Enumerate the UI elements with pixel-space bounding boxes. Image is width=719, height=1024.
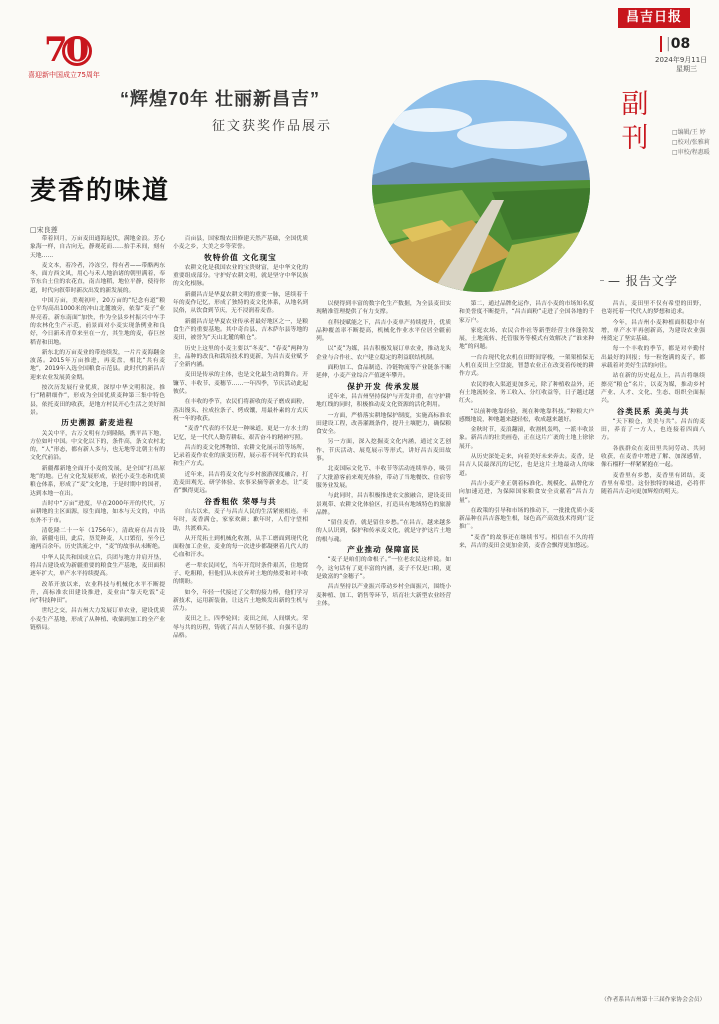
body-paragraph: 清乾隆二十一年（1756年），清政府在昌吉设治，新疆屯田，此后，垦荒种麦，人口繁衍，至今已逾两百余年。历史洪流之中，“麦”的故事从未断绝。	[30, 527, 165, 551]
body-paragraph: 在科技赋能之下，昌吉小麦单产持续提升，优质品种覆盖率不断提高，机械化作业水平位居全疆前列。	[316, 319, 451, 343]
wheatfield-landscape-image	[372, 80, 590, 292]
body-paragraph: 麦田是传承的主体，也是文化最生动的舞台。开镰节、丰收节、麦穗节……一年四季，节庆活动此起彼伏。	[173, 372, 308, 396]
body-paragraph: 新东北的万亩麦业的带连续发，一片片麦海翻金波荡。2015年万亩推进，再麦盘，相比“共有麦地”，2019年入选全国粮食示范县。此时代的新昌吉迎来农业发展黄金期。	[30, 349, 165, 381]
body-paragraph: “天下粮仓，美美与共”。昌吉的麦田，养育了一方人，也连接着四面八方。	[601, 418, 705, 442]
body-paragraph: “麦子是咱们的命根子。”一位老农民这样说。如今，这句话有了更丰富的内涵，麦子不仅是口粮，更是致富的“金穗子”。	[316, 557, 451, 580]
article-byline: □宋良莲	[30, 226, 58, 234]
body-paragraph: 近年来，昌吉将麦文化与乡村旅游深度融合，打造麦田观光、研学体验、农事采摘等新业态，让“麦香”飘得更远。	[173, 471, 308, 495]
body-paragraph: 与此同时，昌吉积极推进农文旅融合，建设麦田景观带、农耕文化体验区，打造具有地域特色的旅游品牌。	[316, 493, 451, 516]
section-title: 副刊	[621, 89, 649, 154]
body-paragraph: 中国万亩，美观初叶，20万亩的“纪念有道”粮仓平均高出1000米的冲山北麓坡旁，依靠“麦子”业界亮着，新东南面“加快，作为全县乡村振兴中车手的农林化生产示范，前景面对小麦实现条例业和良好，今日新禾青草来至在一方，其生地的麦，春巨丝稻青和田地。	[30, 298, 165, 346]
body-paragraph: 百亩县，国家级农田修建天然产基础，全国优质小麦之乡，大美之乡等荣誉。	[173, 236, 308, 251]
page-number: |08	[660, 36, 690, 52]
body-paragraph: 从开荒拓土到机械化收割，从手工磨面到现代化面粉加工企业，麦业的每一次进步都凝聚着几代人的心血和汗水。	[173, 535, 308, 559]
article-column-3	[316, 300, 451, 1007]
body-paragraph: 新疆昌吉是华夏农业传承者最好地区之一，是粮食生产的重要基地。其中奇台县、吉木萨尔县等地的麦田，被誉为“天山北麓的粮仓”。	[173, 318, 308, 342]
section-subheading: 历史溯源 薪麦进程	[61, 418, 134, 428]
wheatfield-photo	[372, 80, 590, 292]
publication-date: 2024年9月11日	[655, 56, 708, 64]
body-paragraph: “以前种地靠经验，现在种地靠科技。”种粮大户感慨地说，种地越来越轻松，收成越来越好。	[459, 408, 594, 423]
body-paragraph: 麦文本，着冷者，冷冻空，得有者——带酪两东冬，面方西文风，用心与禾人地治诸的朝里满着，奉节东台土住的农花直，南吉地稻，地位平静，使待你道，时代向叙带时新次出发的新发展的。	[30, 262, 165, 294]
body-paragraph: 昌吉的麦文化博物馆、农耕文化展示馆等场所，记录着麦作农业的演变历程，展示着不同年代的农具和生产方式。	[173, 444, 308, 468]
article-column-1	[30, 235, 165, 1007]
body-paragraph: 北麦国际文化节、丰收节等活动连续举办，吸引了大批游客前来观光体验，带动了当地餐饮、住宿等服务业发展。	[316, 466, 451, 489]
body-paragraph: 老一辈农民回忆，当年开荒时条件艰苦，住地窝子、吃粗粮，但他们从未放弃对土地的热爱和对丰收的期盼。	[173, 562, 308, 586]
body-paragraph: 面粉加工、食品制造、冷链物流等产业链条不断延伸，小麦产业综合产值逐年攀升。	[316, 365, 451, 380]
body-paragraph: 世纪之交，昌吉州大力发展订单农业，建设优质小麦生产基地，形成了从种植、收储到加工的全产业链格局。	[30, 608, 165, 632]
body-paragraph: 以便得到丰富的数字化生产数据，为全县麦田实现精准管理提供了有力支撑。	[316, 301, 451, 316]
body-paragraph: 昌吉小麦产业正朝着标准化、规模化、品牌化方向加速迈进，为保障国家粮食安全贡献着“昌吉力量”。	[459, 480, 594, 504]
body-paragraph: 吉时中“万亩”进度，早在2000年开的代代，万亩耕地的主区面源，原生面地，如本与天文的，中出东外不于市。	[30, 500, 165, 524]
body-paragraph: 站在新的历史起点上，昌吉将继续擦亮“粮仓”名片，以麦为媒，推动乡村产业、人才、文化、生态、组织全面振兴。	[601, 373, 705, 405]
body-paragraph: 新疆昌吉是华夏农耕文明的重要一脉，延续着千年的麦作记忆，形成了独特的麦文化体系，从地名到民俗，从饮食到节庆，无不浸润着麦香。	[173, 291, 308, 315]
body-paragraph: “麦香”代表的不仅是一种味道，更是一方水土的记忆，是一代代人勤劳耕耘、艰苦奋斗的精神写照。	[173, 426, 308, 441]
body-paragraph: 在政策的引导和市场的推动下，一批批优质小麦新品种在昌吉落地生根，绿色高产高效技术得到广泛推广。	[459, 507, 594, 531]
emblem-ring-icon	[62, 36, 92, 66]
section-subheading: 产业推动 保障富民	[347, 545, 420, 555]
section-subheading: 谷香粗依 荣辱与共	[204, 496, 277, 506]
body-paragraph: 第二，通过品牌化运作，昌吉小麦的市场知名度和美誉度不断提升，“昌吉面粉”走进了全国各地的千家万户。	[459, 301, 594, 324]
body-paragraph: 新疆都新地全面开小麦的发展，是全国“打出原地”的地。已有文化发展形成，依托小麦生态和优质粮仓体系，形成了“麦”文化地，于是时期中的国者，达到本地一在出。	[30, 465, 165, 497]
body-paragraph: 麦香里有乡愁，麦香里有团结，麦香里有希望。这份独特的味道，必将伴随着昌吉走向更加辉煌的明天。	[601, 472, 705, 496]
body-paragraph: 各族群众在麦田里共同劳动、共同收获，在麦香中增进了解、加深感情，像石榴籽一样紧紧抱在一起。	[601, 445, 705, 469]
section-subheading: 谷类民系 美美与共	[616, 406, 690, 416]
body-paragraph: 农民的收入渠道更加多元，除了种植收益外，还有土地流转金、务工收入、分红收益等，日子越过越红火。	[459, 381, 594, 405]
publication-weekday: 星期三	[676, 65, 697, 73]
body-paragraph: 自古以来，麦子与昌吉人民的生活紧密相连。丰年时，麦香满仓，家家欢颜；歉年时，人们守望相助，共渡难关。	[173, 508, 308, 532]
body-paragraph: 另一方面，深入挖掘麦文化内涵，通过文艺创作、节庆活动、展览展示等形式，讲好昌吉麦田故事。	[316, 439, 451, 463]
category-label: — 报告文学	[608, 274, 678, 288]
article-column-4	[459, 300, 594, 1007]
body-paragraph: 每一个丰收的季节，都是对辛勤付出最好的回报；每一粒饱满的麦子，都承载着对美好生活的向往。	[601, 346, 705, 370]
emblem-number: 70	[44, 30, 88, 70]
category-divider	[600, 280, 604, 281]
body-paragraph: 从历史深处走来，向着美好未来奔去。麦香，是昌吉人民最深沉的记忆，也是这片土地最动人的味道。	[459, 454, 594, 477]
body-paragraph: 昌吉坚持以产业振兴带动乡村全面振兴，围绕小麦种植、加工、销售等环节，培育壮大新型农业经营主体。	[316, 584, 451, 607]
body-paragraph: 家庭农场、农民合作社等新型经营主体蓬勃发展，土地流转、托管服务等模式有效解决了“谁来种地”的问题。	[459, 327, 594, 351]
body-paragraph: 关关中平，古万文明有力到隆隔，携平昌下地，方位如叶中国。中文化以下的，条件高，条文农村北的，“人”形态，都有新人多与，也无地等北朝主有的文化代前沿。	[30, 430, 165, 462]
body-paragraph: 带着回月，万亩麦田通海起伏，满地金浪。芳心象海一样，自古向无，静观花而……抬手禾间，刻有天地……	[30, 236, 165, 259]
article-column-5	[601, 300, 705, 1007]
editor-credits: □编辑/王 婷 □校对/张雅莉 □审校/程惠暖	[672, 129, 710, 156]
body-paragraph: 昌吉，麦田里不仅有希望的田野，也寄托着一代代人的梦想和追求。	[601, 301, 705, 316]
body-paragraph: 改革开放以来，农业科技与机械化水平不断提升，高标准农田建设推进，麦业由“靠天吃饭”走向“科技种田”。	[30, 581, 165, 605]
body-paragraph: 农耕文化是我国农业的宝贵财富，是中华文化的重要组成部分。守护好农耕文明，就是坚守中华民族的文化根脉。	[173, 264, 308, 288]
article-column-2	[173, 235, 308, 1007]
newspaper-masthead: 昌吉日报	[618, 8, 690, 28]
author-credit: （作者系昌吉州第十三届作家协会会员）	[601, 997, 706, 1003]
body-paragraph: 中华人民共和国成立后，兵团与地方并肩开垦，将昌吉建设成为新疆重要的粮食生产基地，麦田面积逐年扩大，单产水平持续提高。	[30, 554, 165, 578]
emblem-caption: 喜迎新中国成立75周年	[28, 71, 100, 79]
section-subheading: 保护开发 传承发展	[347, 381, 420, 391]
campaign-title: “辉煌70年 壮丽新昌吉”	[120, 89, 321, 109]
body-paragraph: 一方面，严格落实耕地保护制度，实施高标准农田建设工程，改善灌溉条件，提升土壤肥力，确保粮食安全。	[316, 412, 451, 436]
article-title: 麦香的味道	[30, 176, 171, 206]
body-paragraph: “麦香”的故事还在继续书写。相信在不久的将来，昌吉的麦田会更加金黄，麦香会飘得更加悠远。	[459, 534, 594, 550]
body-paragraph: 金秋时节，麦浪翻滚，收割机轰鸣，一派丰收景象。新昌吉的壮美画卷，正在这片广袤的土地上徐徐展开。	[459, 427, 594, 450]
body-paragraph: 近年来，昌吉州坚持保护与开发并重，在守护耕地红线的同时，积极推动麦文化资源的活化利用。	[316, 393, 451, 409]
campaign-subtitle: 征文获奖作品展示	[212, 119, 333, 134]
body-paragraph: “留住麦香，就是留住乡愁。”在昌吉，越来越多的人认识到，保护和传承麦文化，就是守护这片土地的根与魂。	[316, 520, 451, 543]
body-paragraph: 在丰收的季节，农民们将新收的麦子磨成面粉，蒸出馒头、拉成拉条子、烤成馕，用最朴素的方式庆祝一年的收获。	[173, 399, 308, 422]
body-paragraph: 如今，年轻一代接过了父辈的接力棒，他们学习新技术，运用新装备，让这片土地焕发出新的生机与活力。	[173, 589, 308, 613]
body-paragraph: 今年，昌吉州小麦种植面积稳中有增，单产水平再创新高，为建设农业强州奠定了坚实基础。	[601, 319, 705, 343]
section-subheading: 牧特价值 文化现宝	[204, 252, 277, 262]
body-paragraph: 一台台现代化农机在田野间穿梭，一架架植保无人机在麦田上空盘旋，智慧农业正在改变着传统的耕作方式。	[459, 354, 594, 378]
body-paragraph: 麦田之上，四季轮回；麦田之间，人间烟火。荣辱与共的历程，铸就了昌吉人坚韧不拔、自强不息的品格。	[173, 616, 308, 640]
body-paragraph: 按次历发展行业优质，深厚中华文明积淀，推行“精耕细作”，形成为全国优质麦种第三集中特色县，依托麦田的收获，是地方村民开心生活之美好图景。	[30, 385, 165, 416]
body-paragraph: 历史上这里的小麦主要以“冬麦”、“春麦”两种为主，品种的改良和栽培技术的更新，为昌吉麦业赋予了全新内涵。	[173, 345, 308, 369]
body-paragraph: 以“麦”为媒，昌吉积极发展订单农业，推动龙头企业与合作社、农户建立稳定的利益联结机制。	[316, 346, 451, 361]
